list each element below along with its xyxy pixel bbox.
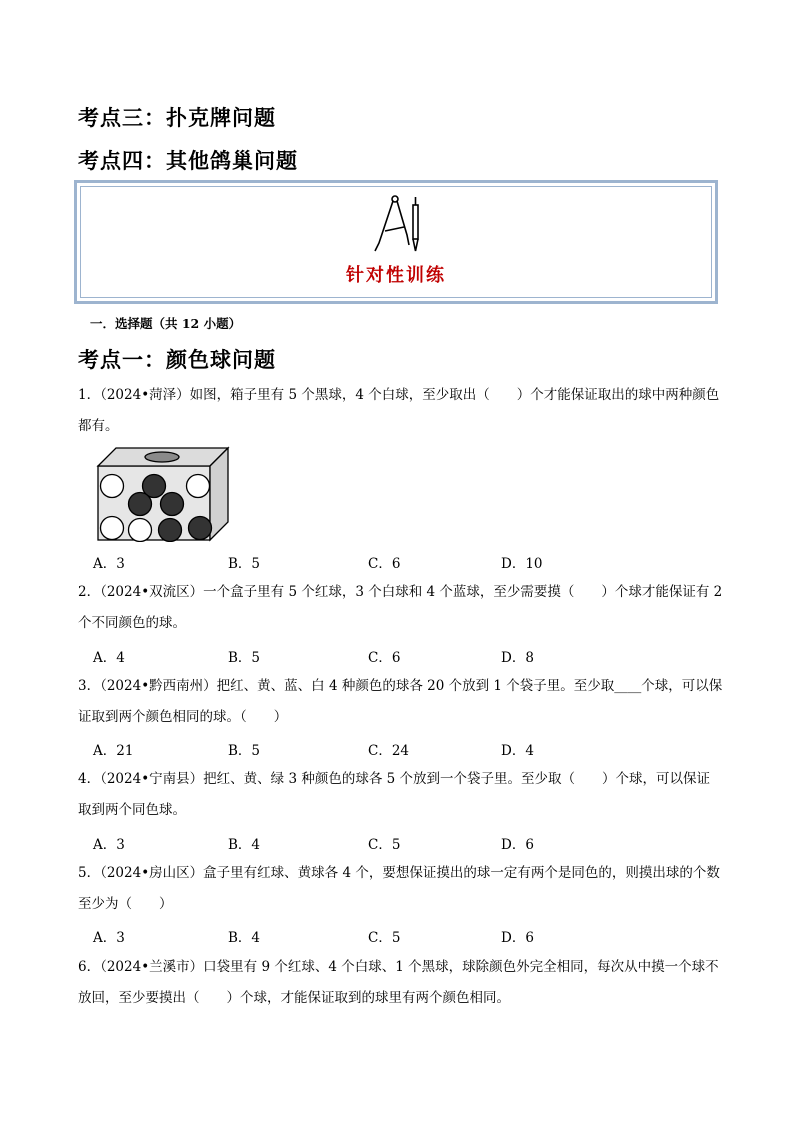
question-text: 4．（2024•宁南县）把红、黄、绿 3 种颜色的球各 5 个放到一个袋子里。至少取（ ）个球，可以保证取到两个同色球。 — [78, 771, 711, 818]
option-c[interactable]: C．6 — [368, 650, 401, 666]
banner-title: 针对性训练 — [346, 265, 446, 286]
option-b[interactable]: B．5 — [228, 743, 261, 759]
question-text: 3．（2024•黔西南州）把红、黄、蓝、白 4 种颜色的球各 20 个放到 1 个袋子里。至少取____个球，可以保证取到两个颜色相同的球。（ ） — [78, 678, 723, 725]
option-c[interactable]: C．5 — [368, 837, 401, 853]
question-1 — [78, 380, 723, 442]
heading-kaodian3: 考点三：扑克牌问题 — [78, 105, 276, 130]
options-q2 — [93, 646, 693, 666]
training-banner — [74, 180, 718, 304]
question-4 — [78, 764, 723, 826]
option-a[interactable]: A．3 — [93, 556, 125, 572]
option-a[interactable]: A．21 — [93, 743, 134, 759]
option-d[interactable]: D．6 — [501, 837, 534, 853]
question-text: 2．（2024•双流区）一个盒子里有 5 个红球，3 个白球和 4 个蓝球，至少需要摸（ ）个球才能保证有 2 个不同颜色的球。 — [78, 584, 723, 631]
ball-box-figure — [96, 446, 232, 542]
option-b[interactable]: B．5 — [228, 650, 261, 666]
black-ball — [159, 519, 182, 542]
white-ball — [129, 519, 152, 542]
option-a[interactable]: A．4 — [93, 650, 125, 666]
heading-kaodian4: 考点四：其他鸽巢问题 — [78, 148, 298, 173]
section-label: 一．选择题（共 12 小题） — [90, 316, 242, 331]
options-q1 — [93, 552, 693, 572]
option-b[interactable]: B．5 — [228, 556, 261, 572]
option-b[interactable]: B．4 — [228, 837, 261, 853]
compass-icon — [373, 191, 425, 257]
question-3 — [78, 671, 723, 733]
option-c[interactable]: C．24 — [368, 743, 410, 759]
option-d[interactable]: D．8 — [501, 650, 534, 666]
option-c[interactable]: C．5 — [368, 930, 401, 946]
option-b[interactable]: B．4 — [228, 930, 261, 946]
option-d[interactable]: D．4 — [501, 743, 534, 759]
options-q5 — [93, 926, 693, 946]
question-text: 5．（2024•房山区）盒子里有红球、黄球各 4 个，要想保证摸出的球一定有两个是同色的，则摸出球的个数至少为（ ） — [78, 865, 720, 912]
question-5 — [78, 858, 723, 920]
option-c[interactable]: C．6 — [368, 556, 401, 572]
heading-kaodian1: 考点一：颜色球问题 — [78, 347, 276, 372]
question-2 — [78, 577, 723, 639]
question-6 — [78, 952, 723, 1014]
question-text: 1．（2024•菏泽）如图，箱子里有 5 个黑球，4 个白球，至少取出（ ）个才能保证取出的球中两种颜色都有。 — [78, 387, 720, 434]
white-ball — [187, 475, 210, 498]
option-a[interactable]: A．3 — [93, 930, 125, 946]
question-text: 6．（2024•兰溪市）口袋里有 9 个红球、4 个白球、1 个黑球，球除颜色外完全相同，每次从中摸一个球不放回，至少要摸出（ ）个球，才能保证取到的球里有两个颜色相同。 — [78, 959, 719, 1006]
black-ball — [189, 517, 212, 540]
white-ball — [101, 517, 124, 540]
black-ball — [129, 493, 152, 516]
white-ball — [101, 475, 124, 498]
options-q3 — [93, 739, 693, 759]
black-ball — [161, 493, 184, 516]
option-a[interactable]: A．3 — [93, 837, 125, 853]
option-d[interactable]: D．6 — [501, 930, 534, 946]
options-q4 — [93, 833, 693, 853]
option-d[interactable]: D．10 — [501, 556, 543, 572]
